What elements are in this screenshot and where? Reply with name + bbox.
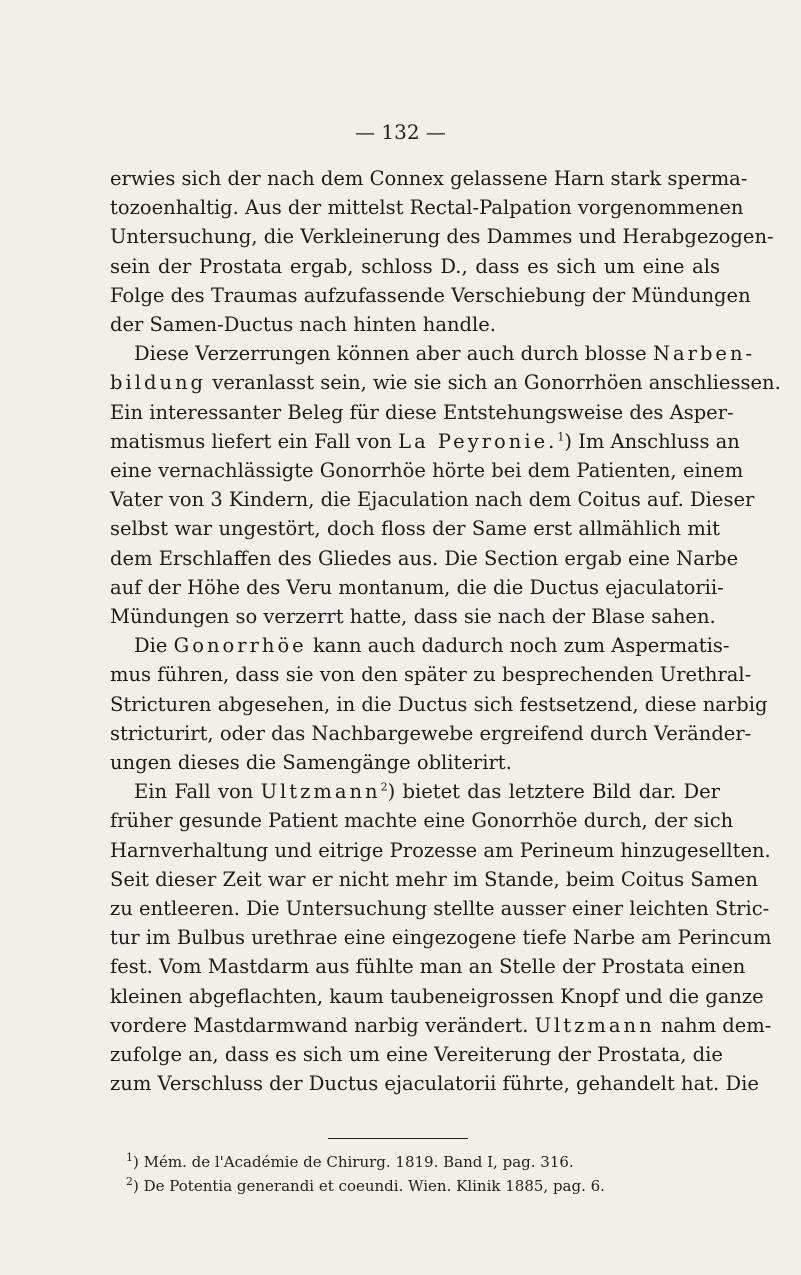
footnote xyxy=(126,1174,726,1198)
text-line: eine vernachlässigte Gonorrhöe hörte bei dem Patienten, einem xyxy=(110,459,744,483)
text-line: kleinen abgeflachten, kaum taubeneigrossen Knopf und die ganze xyxy=(110,984,764,1008)
text-line: Seit dieser Zeit war er nicht mehr im Stande, beim Coitus Samen xyxy=(110,867,758,891)
text-fragment: Ein Fall von xyxy=(134,780,254,804)
text-line: Mündungen so verzerrt hatte, dass sie nach der Blase sahen. xyxy=(110,605,716,629)
text-line: fest. Vom Mastdarm aus fühlte man an Stelle der Prostata einen xyxy=(110,955,746,979)
text-line: Vater von 3 Kindern, die Ejaculation nach dem Coitus auf. Dieser xyxy=(110,488,755,512)
text-fragment: ) bietet das letztere Bild dar. Der xyxy=(387,780,720,804)
text-line: früher gesunde Patient machte eine Gonorrhöe durch, der sich xyxy=(110,809,734,833)
text-line: auf der Höhe des Veru montanum, die die Ductus ejaculatorii- xyxy=(110,575,724,599)
spaced-term: Narben- xyxy=(652,342,756,366)
text-line: zum Verschluss der Ductus ejaculatorii führte, gehandelt hat. Die xyxy=(110,1072,759,1096)
text-line xyxy=(110,777,720,806)
text-fragment: veranlasst sein, wie sie sich an Gonorrhöen anschliessen. xyxy=(212,371,781,395)
footnote-mark: 2 xyxy=(126,1175,133,1188)
text-fragment: kann auch dadurch noch zum Aspermatis- xyxy=(312,634,730,658)
spaced-term: La Peyronie. xyxy=(398,429,558,453)
spaced-term: bildung xyxy=(110,371,207,395)
footnote-mark: 1 xyxy=(557,430,565,444)
text-line: der Samen-Ductus nach hinten handle. xyxy=(110,313,496,337)
text-line: Stricturen abgesehen, in die Ductus sich festsetzend, diese narbig xyxy=(110,692,768,716)
text-line: Ein interessanter Beleg für diese Entstehungsweise des Asper- xyxy=(110,400,734,424)
spaced-term: Gonorrhöe xyxy=(173,634,307,658)
text-line xyxy=(110,631,730,660)
footnote xyxy=(126,1150,726,1174)
text-line: erwies sich der nach dem Connex gelassene Harn stark sperma- xyxy=(110,167,748,190)
text-line xyxy=(110,368,781,397)
text-fragment: vordere Mastdarmwand narbig verändert. xyxy=(110,1013,529,1037)
text-line: Harnverhaltung und eitrige Prozesse am Perineum hinzugesellten. xyxy=(110,838,771,862)
text-line: selbst war ungestört, doch floss der Same erst allmählich mit xyxy=(110,517,720,541)
footnote-divider xyxy=(328,1138,468,1139)
body-text xyxy=(110,164,781,1099)
text-line: sein der Prostata ergab, schloss D., dass es sich um eine als xyxy=(110,254,720,278)
footnote-text: ) Mém. de l'Académie de Chirurg. 1819. Band I, pag. 316. xyxy=(133,1153,574,1171)
text-line: zu entleeren. Die Untersuchung stellte ausser einer leichten Stric- xyxy=(110,897,770,921)
text-line: stricturirt, oder das Nachbargewebe ergreifend durch Veränder- xyxy=(110,721,752,745)
text-fragment: nahm dem- xyxy=(660,1013,772,1037)
text-fragment: Die xyxy=(134,634,168,658)
text-fragment: ) Im Anschluss an xyxy=(564,429,740,453)
text-line: mus führen, dass sie von den später zu besprechenden Urethral- xyxy=(110,663,752,687)
footnote-mark: 2 xyxy=(380,780,388,794)
spaced-term: Ultzmann xyxy=(534,1013,655,1037)
text-fragment: Diese Verzerrungen können aber auch durch blosse xyxy=(134,342,647,366)
text-line: zufolge an, dass es sich um eine Vereiterung der Prostata, die xyxy=(110,1043,723,1067)
text-line: tur im Bulbus urethrae eine eingezogene tiefe Narbe am Perincum xyxy=(110,926,772,950)
footnote-text: ) De Potentia generandi et coeundi. Wien. Klinik 1885, pag. 6. xyxy=(133,1177,605,1195)
footnote-mark: 1 xyxy=(126,1151,133,1164)
text-fragment: matismus liefert ein Fall von xyxy=(110,429,392,453)
text-line xyxy=(110,339,756,368)
text-line: dem Erschlaffen des Gliedes aus. Die Section ergab eine Narbe xyxy=(110,546,739,570)
text-line: Folge des Traumas aufzufassende Verschiebung der Mündungen xyxy=(110,283,751,307)
text-line xyxy=(110,427,740,456)
spaced-term: Ultzmann xyxy=(260,780,381,804)
text-line: Untersuchung, die Verkleinerung des Dammes und Herabgezogen- xyxy=(110,225,774,249)
text-line: tozoenhaltig. Aus der mittelst Rectal-Palpation vorgenommenen xyxy=(110,196,744,220)
text-line: ungen dieses die Samengänge obliterirt. xyxy=(110,751,512,775)
footnotes xyxy=(126,1150,726,1198)
page-number: — 132 — xyxy=(355,120,446,144)
text-line xyxy=(110,1011,772,1040)
